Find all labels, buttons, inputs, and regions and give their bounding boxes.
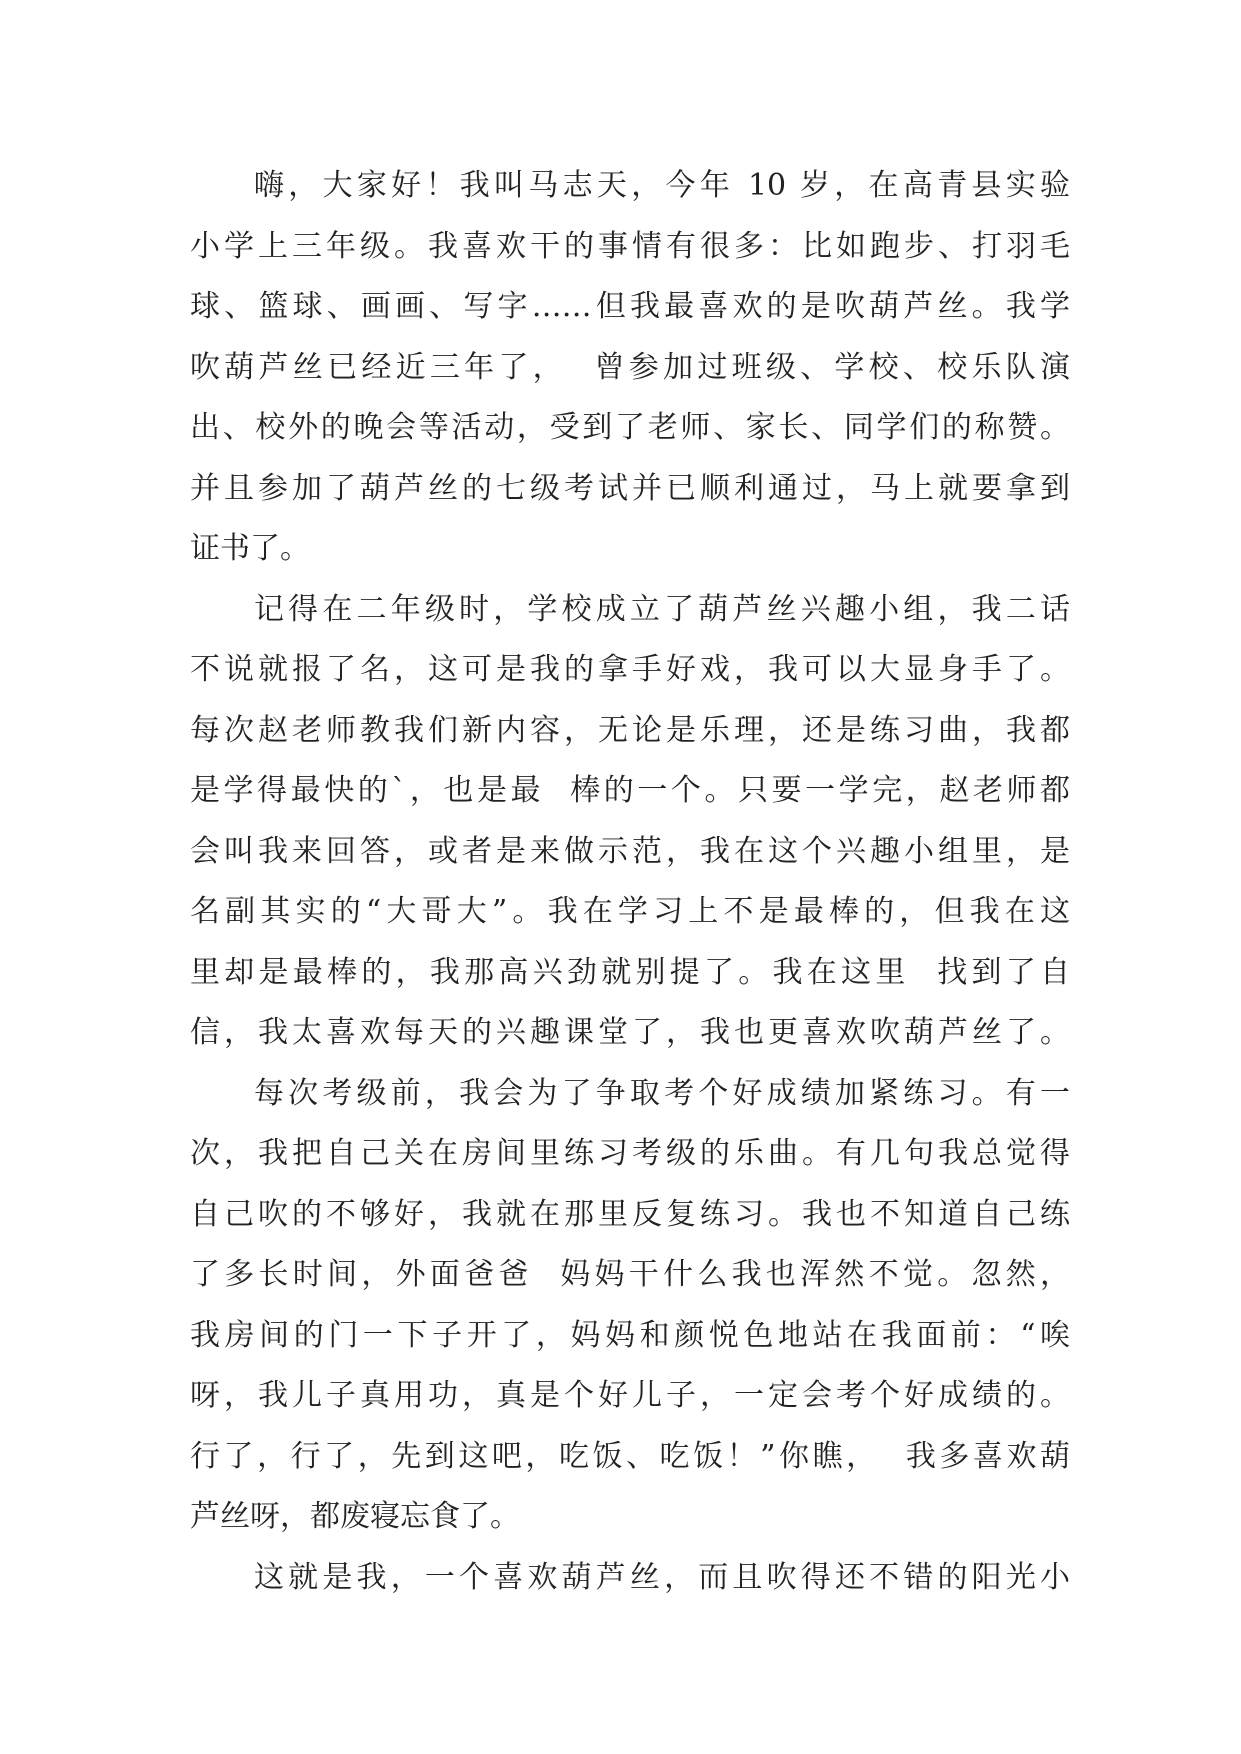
text-line: 自己吹的不够好，我就在那里反复练习。我也不知道自己练 bbox=[190, 1196, 1070, 1232]
text-line: 名副其实的“大哥大”。我在学习上不是最棒的，但我在这 bbox=[190, 894, 1070, 929]
text-line: 这就是我，一个喜欢葫芦丝，而且吹得还不错的阳光小 bbox=[254, 1559, 1070, 1595]
text-line: 不说就报了名，这可是我的拿手好戏，我可以大显身手了。 bbox=[190, 652, 1070, 687]
text-line: 吹葫芦丝已经近三年了， 曾参加过班级、学校、校乐队演 bbox=[190, 349, 1070, 385]
paragraph bbox=[190, 156, 1070, 580]
paragraph bbox=[190, 1064, 1070, 1548]
text-line: 行了，行了，先到这吧，吃饭、吃饭！”你瞧， 我多喜欢葫 bbox=[190, 1438, 1070, 1474]
paragraph bbox=[190, 1548, 1070, 1609]
text-line: 是学得最快的`，也是最 棒的一个。只要一学完，赵老师都 bbox=[190, 773, 1070, 808]
text-line: 芦丝呀，都废寝忘食了。 bbox=[190, 1499, 520, 1534]
text-line: 嗨，大家好！我叫马志天，今年 10 岁，在高青县实验 bbox=[254, 168, 1070, 203]
text-line: 次，我把自己关在房间里练习考级的乐曲。有几句我总觉得 bbox=[190, 1136, 1070, 1171]
text-line: 信，我太喜欢每天的兴趣课堂了，我也更喜欢吹葫芦丝了。 bbox=[190, 1015, 1070, 1050]
text-line: 并且参加了葫芦丝的七级考试并已顺利通过，马上就要拿到 bbox=[190, 470, 1070, 506]
text-line: 球、篮球、画画、写字……但我最喜欢的是吹葫芦丝。我学 bbox=[190, 289, 1070, 324]
text-line: 每次考级前，我会为了争取考个好成绩加紧练习。有一 bbox=[254, 1075, 1070, 1111]
text-line: 了多长时间，外面爸爸 妈妈干什么我也浑然不觉。忽然， bbox=[190, 1257, 1070, 1292]
text-line: 会叫我来回答，或者是来做示范，我在这个兴趣小组里，是 bbox=[190, 833, 1070, 869]
text-line: 我房间的门一下子开了，妈妈和颜悦色地站在我面前：“唉 bbox=[190, 1317, 1070, 1353]
body-text bbox=[190, 156, 1070, 1608]
text-line: 证书了。 bbox=[190, 531, 310, 566]
text-line: 记得在二年级时，学校成立了葫芦丝兴趣小组，我二话 bbox=[254, 591, 1070, 627]
text-line: 里却是最棒的，我那高兴劲就别提了。我在这里 找到了自 bbox=[190, 954, 1070, 990]
text-line: 出、校外的晚会等活动，受到了老师、家长、同学们的称赞。 bbox=[190, 410, 1070, 445]
paragraph bbox=[190, 580, 1070, 1064]
text-line: 小学上三年级。我喜欢干的事情有很多：比如跑步、打羽毛 bbox=[190, 228, 1070, 264]
text-line: 呀，我儿子真用功，真是个好儿子，一定会考个好成绩的。 bbox=[190, 1378, 1070, 1413]
text-line: 每次赵老师教我们新内容，无论是乐理，还是练习曲，我都 bbox=[190, 712, 1070, 748]
